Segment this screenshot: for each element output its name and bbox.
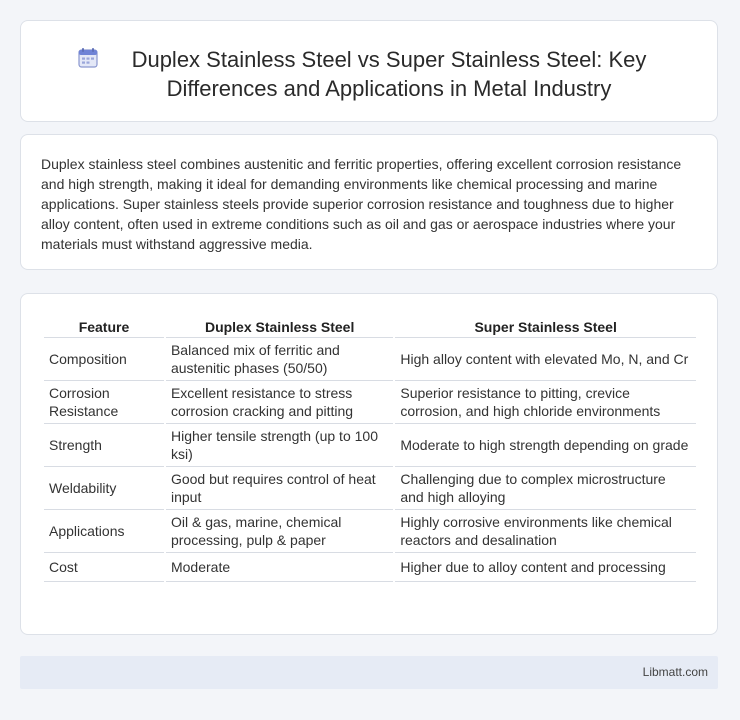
column-header-feature: Feature [44, 316, 164, 338]
comparison-table [42, 316, 698, 582]
feature-cell: Cost [44, 553, 164, 582]
feature-cell: Strength [44, 424, 164, 467]
table-header-row [44, 316, 696, 338]
table-row [44, 510, 696, 553]
table-row [44, 338, 696, 381]
super-cell: Highly corrosive environments like chemical reactors and desalination [395, 510, 696, 553]
page-title: Duplex Stainless Steel vs Super Stainless Steel: Key Differences and Applications in Metal Industry [131, 47, 647, 101]
footer-bar [20, 656, 718, 689]
column-header-super: Super Stainless Steel [395, 316, 696, 338]
feature-cell: Composition [44, 338, 164, 381]
super-cell: Superior resistance to pitting, crevice corrosion, and high chloride environments [395, 381, 696, 424]
footer-site-name: Libmatt.com [642, 665, 708, 679]
table-row [44, 381, 696, 424]
super-cell: Higher due to alloy content and processing [395, 553, 696, 582]
duplex-cell: Moderate [166, 553, 393, 582]
table-row [44, 553, 696, 582]
column-header-duplex: Duplex Stainless Steel [166, 316, 393, 338]
intro-paragraph: Duplex stainless steel combines austenitic and ferritic properties, offering excellent corrosion resistance and high strength, making it ideal for demanding environments like chemical processing and marine applications. Super stainless steels provide superior corrosion resistance and toughness due to higher alloy content, often used in extreme conditions such as oil and gas or aerospace industries where your materials must withstand aggressive media. [41, 156, 682, 252]
super-cell: Moderate to high strength depending on grade [395, 424, 696, 467]
duplex-cell: Higher tensile strength (up to 100 ksi) [166, 424, 393, 467]
table-row [44, 424, 696, 467]
duplex-cell: Good but requires control of heat input [166, 467, 393, 510]
duplex-cell: Excellent resistance to stress corrosion cracking and pitting [166, 381, 393, 424]
feature-cell: Corrosion Resistance [44, 381, 164, 424]
intro-card [20, 134, 718, 270]
super-cell: Challenging due to complex microstructure and high alloying [395, 467, 696, 510]
title-card [20, 20, 718, 122]
duplex-cell: Balanced mix of ferritic and austenitic phases (50/50) [166, 338, 393, 381]
table-row [44, 467, 696, 510]
super-cell: High alloy content with elevated Mo, N, and Cr [395, 338, 696, 381]
feature-cell: Applications [44, 510, 164, 553]
feature-cell: Weldability [44, 467, 164, 510]
duplex-cell: Oil & gas, marine, chemical processing, pulp & paper [166, 510, 393, 553]
comparison-table-card [20, 293, 718, 635]
